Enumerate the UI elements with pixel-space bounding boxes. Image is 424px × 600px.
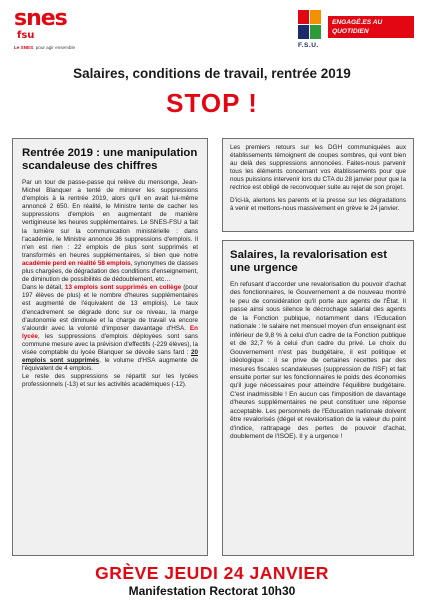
snes-logo-word: snes — [14, 6, 67, 31]
engage-badge: ENGAGÉ.ES AU QUOTIDIEN — [328, 16, 414, 38]
salaires-paragraph: En refusant d'accorder une revalorisation du pouvoir d'achat des fonctionnaires, le Gouvernement a de nouveau montré le peu de considération qu'il porte aux agents de l'État. Il passe ainsi sous silence le décrochage salarial des agents de la Fonction publique, notamment dans l'Education nationale : le salaire net mensuel moyen d'un enseignant est inférieur de 9,8 % à celui d'un cadre de la Fonction publique et de 32,7 % à celui d'un cadre du privé. Le choix du Gouvernement n'est pas budgétaire, il est politique et idéologique : il se prive de certaines recettes par des mesures fiscales scandaleuses (suppression de l'ISF) et fait ensuite porter sur les fonctionnaires le poids des économies qu'il juge nécessaires pour atteindre l'équilibre budgétaire. C'est inadmissible ! En aucun cas l'imposition de davantage d'heures supplémentaires ne peut constituer une réponse acceptable. Les personnels de l'Education nationale doivent être revalorisés (dégel et revalorisation de la valeur du point d'indice, rattrapage des pertes de pouvoir d'achat, doublement de l'ISOE). Il y a urgence ! — [230, 281, 406, 441]
dgh-paragraph-1: Les premiers retours sur les DGH communiquées aux établissements témoignent de coupes sombres, qui vont bien au delà des suppressions annoncées. Faites-nous parvenir tous les éléments concernant vos établissements pour que nous puissions intervenir lors du CTA du 28 janvier pour que la rectrice est obligé de reconvoquer suite au rejet de son projet. — [230, 144, 406, 192]
fsu-logo — [298, 8, 416, 52]
snes-logo-sub: fsu — [17, 30, 35, 41]
strike-announcement: GRÈVE JEUDI 24 JANVIER — [95, 563, 329, 583]
snes-fsu-logo — [14, 8, 94, 52]
stop-title: STOP ! — [166, 88, 258, 118]
rentree-2019-box — [12, 138, 208, 556]
demonstration-info: Manifestation Rectorat 10h30 — [128, 584, 296, 598]
dgh-box — [222, 138, 414, 232]
dgh-paragraph-2: D'ici-là, alertons les parents et la presse sur les dégradations à venir et mettons-nous massivement en grève le 24 janvier. — [230, 196, 406, 212]
rentree-paragraph-2: Dans le détail, 13 emplois sont supprimés en collège (pour 197 élèves de plus) et le nombre d'heures supplémentaires est augmenté de l'équivalent de 13 emplois). Le taux d'encadrement se dégrade donc sur ce niveau, la marge d'autonomie est diminuée et la charge de travail va encore s'alourdir avec la volonté d'imposer davantage d'HSA. En lycée, les suppressions d'emplois déployées sont sans commune mesure avec la prévision d'effectifs (-229 élèves), la visée comptable du lycée Blanquer se dévoile sans fard : 20 emplois sont supprimés, le volume d'HSA augmente de l'équivalent de 4 emplois. — [22, 284, 199, 373]
rentree-box-title: Rentrée 2019 : une manipulation scandaleuse des chiffres — [22, 147, 198, 172]
snes-logo-tagline: Le SNES, pour agir ensemble — [14, 45, 76, 50]
rentree-paragraph-3: Le reste des suppressions se répartit sur les lycées professionnels (-13) et sur les activités académiques (-12). — [22, 373, 198, 389]
salaires-box-title: Salaires, la revalorisation est une urgence — [230, 249, 388, 274]
salaires-box — [222, 240, 414, 556]
rentree-paragraph-1: Par un tour de passe-passe qui relève du mensonge, Jean-Michel Blanquer a tenté de minorer les suppressions d'emplois à la rentrée 2019, alors qu'il en avait lui-même annoncé 2 650. En réalité, le Ministre tente de cacher les suppressions d'emplois en augmentant de manière vertigineuse les heures supplémentaires. Le SNES-FSU a fait la lumière sur la communication ministérielle : dans l'académie, le Ministre annonce 36 suppressions d'emplois. Il n'en est rien : 22 emplois de plus sont supprimés et transformés en heures supplémentaires, si bien que notre académie perd en réalité 58 emplois, synonymes de classes plus chargées, de dégradation des conditions d'enseignement, de diminution de possibilités de dédoublement, etc… — [22, 179, 199, 284]
page-headline: Salaires, conditions de travail, rentrée 2019 — [73, 66, 351, 81]
fsu-logo-caption: F.S.U. — [298, 42, 319, 49]
fsu-emblem-icon — [298, 10, 322, 40]
